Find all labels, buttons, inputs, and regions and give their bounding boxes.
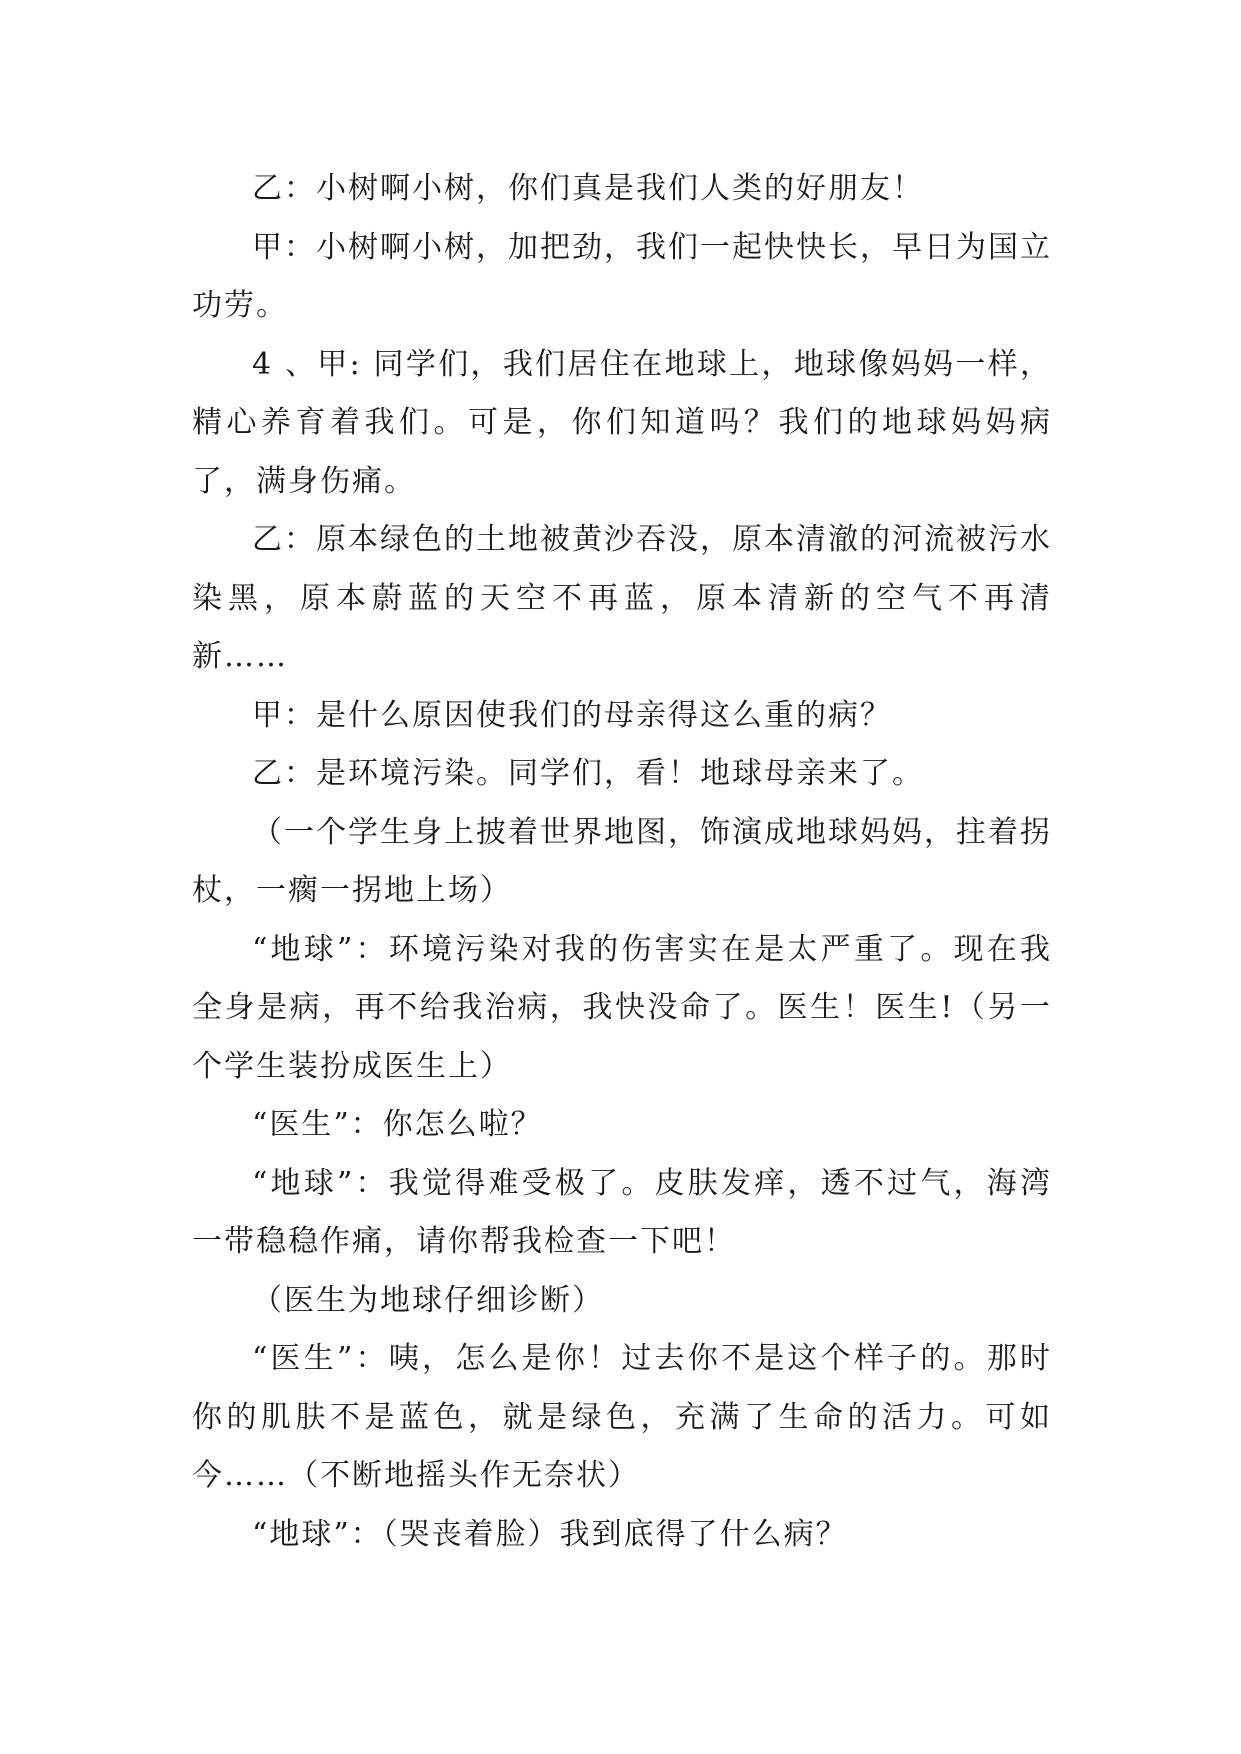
paragraph-4: 乙：原本绿色的土地被黄沙吞没，原本清澈的河流被污水染黑，原本蔚蓝的天空不再蓝，原本清新的空气不再清新…… — [192, 522, 1052, 674]
paragraph-9: “医生”：你怎么啦？ — [252, 1107, 543, 1142]
paragraph-1: 乙：小树啊小树，你们真是我们人类的好朋友！ — [252, 171, 924, 206]
paragraph-3: 4 、甲: 同学们，我们居住在地球上，地球像妈妈一样，精心养育着我们。可是，你们知道吗？我们的地球妈妈病了，满身伤痛。 — [192, 346, 1052, 499]
paragraph-2: 甲：小树啊小树，加把劲，我们一起快快长，早日为国立功劳。 — [192, 229, 1052, 323]
paragraph-10: “地球”：我觉得难受极了。皮肤发痒，透不过气，海湾一带稳稳作痛，请你帮我检查一下吧！ — [192, 1165, 1052, 1259]
paragraph-5: 甲：是什么原因使我们的母亲得这么重的病？ — [252, 697, 892, 733]
paragraph-6: 乙：是环境污染。同学们，看！地球母亲来了。 — [252, 756, 924, 791]
paragraph-13: “地球”：（哭丧着脸）我到底得了什么病？ — [252, 1516, 848, 1552]
paragraph-7: （一个学生身上披着世界地图，饰演成地球妈妈，拄着拐杖，一瘸一拐地上场） — [192, 814, 1052, 908]
paragraph-11: （医生为地球仔细诊断） — [252, 1282, 604, 1318]
document-body — [192, 160, 1052, 1564]
paragraph-12: “医生”：咦，怎么是你！过去你不是这个样子的。那时你的肌肤不是蓝色，就是绿色，充满了生命的活力。可如今……（不断地摇头作无奈状） — [192, 1341, 1052, 1493]
paragraph-8: “地球”：环境污染对我的伤害实在是太严重了。现在我全身是病，再不给我治病，我快没命了。医生！医生!（另一个学生装扮成医生上） — [192, 931, 1052, 1084]
